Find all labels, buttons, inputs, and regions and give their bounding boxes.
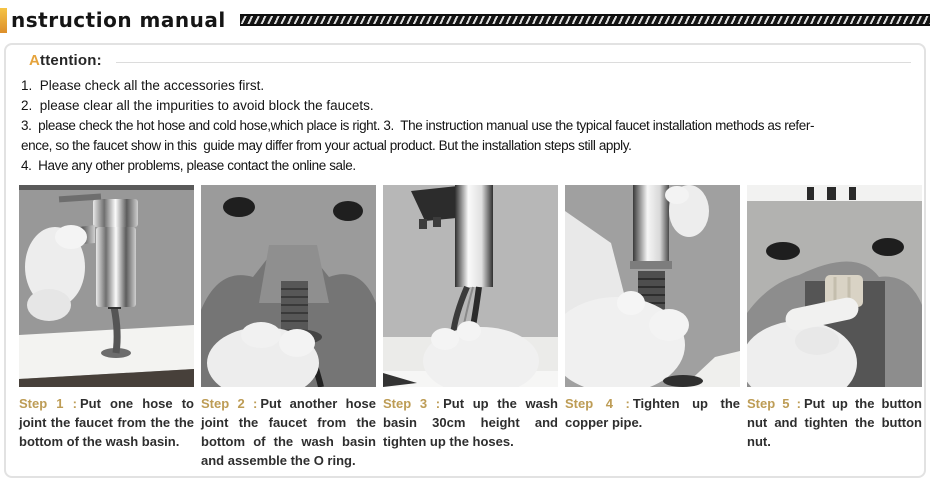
step-5-photo	[747, 185, 922, 387]
step-3-photo	[383, 185, 558, 387]
attention-heading	[29, 52, 102, 69]
step-3-label: Step 3 :	[383, 396, 441, 411]
step-2-text: Put another hose joint the faucet from the bottom of the wash basin and assemble the O ring.	[201, 396, 376, 468]
step-1-text: Put one hose to joint the faucet from the the bottom of the wash basin.	[19, 396, 194, 449]
button-nut-under-basin-illustration	[747, 185, 922, 387]
hatched-divider-rule	[240, 14, 930, 26]
note-line: 1. Please check all the accessories first.	[21, 78, 265, 93]
step-4-label: Step 4 :	[565, 396, 630, 411]
step-3-text: Put up the wash basin 30cm height and tighten up the hoses.	[383, 396, 558, 449]
page-title: nstruction manual	[11, 8, 226, 32]
note-line: 3. please check the hot hose and cold hose,which place is right. 3. The instruction manual use the typical faucet installation methods as refer-	[21, 118, 815, 133]
step-5-caption	[747, 394, 922, 470]
page-header	[0, 5, 930, 35]
step-4-text: Tighten up the copper pipe.	[565, 396, 740, 430]
attention-heading-rest: ttention:	[40, 52, 102, 69]
note-line: 2. please clear all the impurities to avoid block the faucets.	[21, 98, 374, 113]
attention-notes	[21, 76, 915, 176]
note-line: 4. Have any other problems, please contact the online sale.	[21, 158, 356, 173]
step-1-caption	[19, 394, 194, 470]
note-line: ence, so the faucet show in this guide may differ from your actual product. But the installation steps still apply.	[21, 138, 632, 153]
step-5-label: Step 5 :	[747, 396, 801, 411]
faucet-above-basin-illustration	[19, 185, 194, 387]
hoses-below-faucet-illustration	[383, 185, 558, 387]
step-photos-row	[19, 185, 915, 387]
step-5-text: Put up the button nut and tighten the button nut.	[747, 396, 922, 449]
step-2-photo	[201, 185, 376, 387]
step-2-label: Step 2 :	[201, 396, 258, 411]
attention-heading-rule	[116, 62, 911, 63]
step-3-caption	[383, 394, 558, 470]
step-1-photo	[19, 185, 194, 387]
tighten-copper-pipe-illustration	[565, 185, 740, 387]
step-4-caption	[565, 394, 740, 470]
attention-heading-initial: A	[29, 52, 41, 69]
step-4-photo	[565, 185, 740, 387]
attention-panel	[4, 43, 926, 478]
step-1-label: Step 1 :	[19, 396, 77, 411]
hose-under-basin-illustration	[201, 185, 376, 387]
step-captions-row	[19, 394, 922, 470]
title-initial-bar	[0, 8, 7, 33]
step-2-caption	[201, 394, 376, 470]
attention-heading-row	[29, 52, 911, 69]
